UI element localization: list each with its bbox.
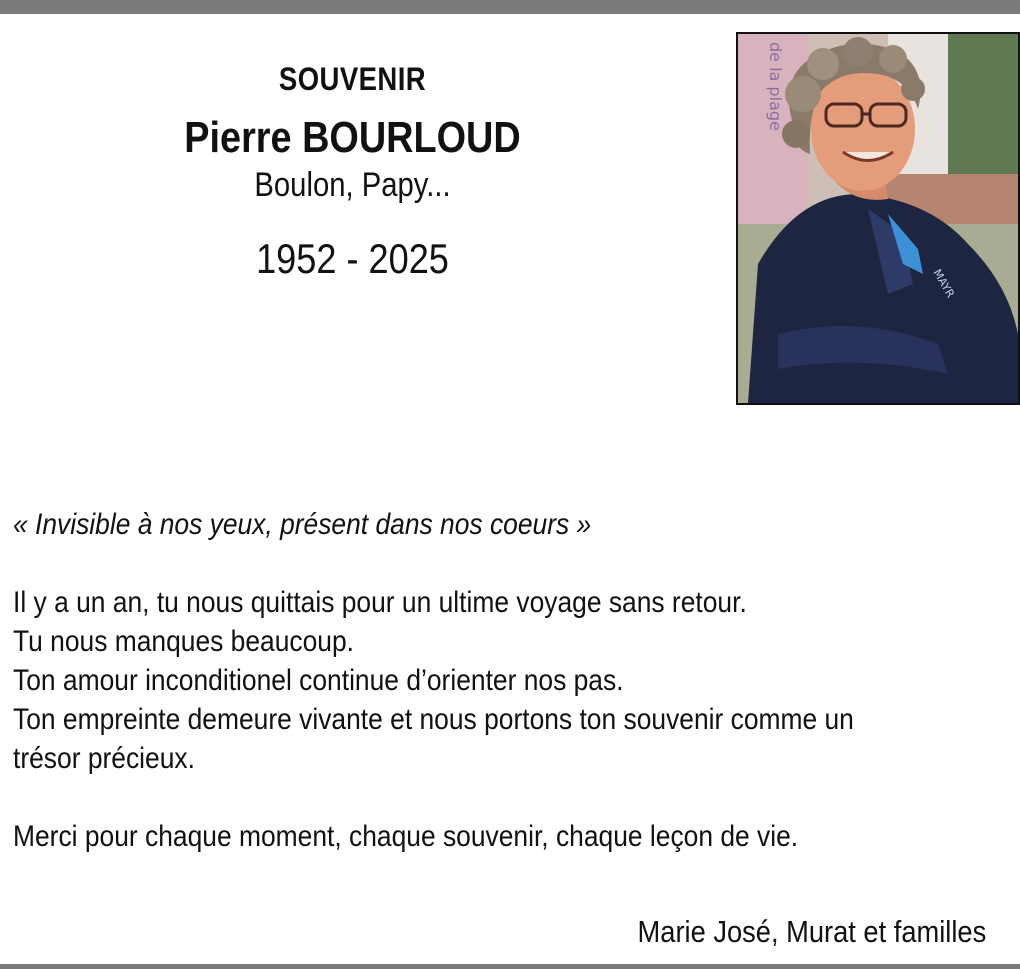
message-line: Il y a un an, tu nous quittais pour un ultime voyage sans retour.: [13, 586, 747, 619]
jacket-text: MAYR: [930, 267, 957, 300]
memorial-message: [13, 505, 1003, 856]
paragraph-gap: [13, 778, 1003, 817]
announcement-header: [0, 60, 705, 284]
message-line: Tu nous manques beaucoup.: [13, 625, 354, 658]
paragraph-gap: [13, 544, 1003, 583]
signature: Marie José, Murat et familles: [637, 914, 986, 949]
deceased-name: Pierre BOURLOUD: [184, 113, 521, 163]
message-line: Ton empreinte demeure vivante et nous portons ton souvenir comme un: [13, 703, 854, 736]
portrait-photo: [736, 32, 1020, 405]
portrait-illustration: [738, 34, 1018, 403]
sign-text: de la plage: [766, 42, 785, 131]
nickname: Boulon, Papy...: [254, 166, 451, 205]
top-border: [0, 0, 1020, 14]
closing-line: Merci pour chaque moment, chaque souvenir, chaque leçon de vie.: [13, 820, 799, 853]
life-dates: 1952 - 2025: [256, 234, 449, 282]
bottom-border: [0, 964, 1020, 969]
message-line: trésor précieux.: [13, 742, 195, 775]
announcement-label: SOUVENIR: [278, 61, 427, 97]
quote-line: « Invisible à nos yeux, présent dans nos coeurs »: [13, 508, 592, 541]
message-line: Ton amour inconditionel continue d’orienter nos pas.: [13, 664, 624, 697]
